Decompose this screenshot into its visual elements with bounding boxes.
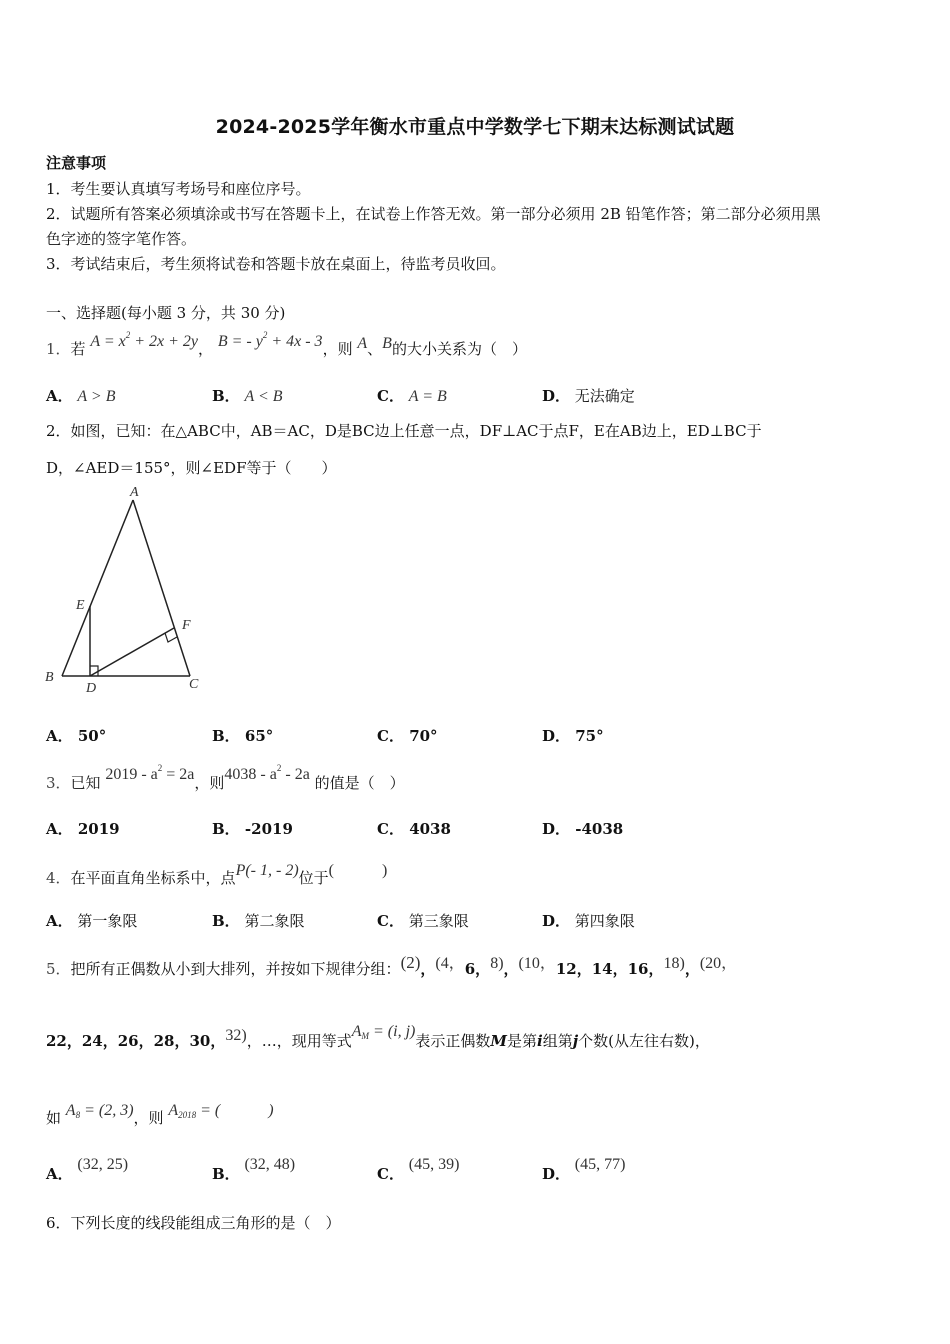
q4-number: 4． bbox=[46, 869, 71, 887]
q3-text: 已知 bbox=[70, 774, 101, 792]
q1-option-b[interactable]: B． A < B bbox=[212, 387, 283, 405]
q4-text-2: 位于 bbox=[298, 869, 329, 887]
q3-option-c[interactable]: C． 4038 bbox=[377, 820, 451, 838]
q1-option-c[interactable]: C． A = B bbox=[377, 387, 447, 405]
q2-option-c[interactable]: C． 70° bbox=[377, 727, 438, 745]
right-angle-f bbox=[165, 633, 177, 642]
q5-option-a[interactable]: A． (32, 25) bbox=[46, 1156, 129, 1183]
label-b: B bbox=[45, 670, 54, 685]
q2-line-2: D，∠AED＝155°，则∠EDF等于（ ） bbox=[46, 459, 337, 477]
q4-option-d[interactable]: D． 第四象限 bbox=[542, 912, 635, 930]
notice-item-3: 3．考试结束后，考生须将试卷和答题卡放在桌面上，待监考员收回。 bbox=[46, 255, 506, 273]
q4-option-b[interactable]: B． 第二象限 bbox=[212, 912, 305, 930]
q4-option-c[interactable]: C． 第三象限 bbox=[377, 912, 469, 930]
section-heading: 一、选择题(每小题 3 分，共 30 分) bbox=[46, 304, 286, 322]
label-a: A bbox=[130, 485, 139, 500]
q4-text: 在平面直角坐标系中，点 bbox=[70, 869, 236, 887]
q1-text-4: 的大小关系为（ ） bbox=[391, 340, 527, 358]
q1-text-3: 、 bbox=[367, 340, 383, 358]
q1-var-b: B bbox=[382, 335, 392, 352]
q5-line-3: 如 $A_8 = (2$, 3)，则 $A_{2018}$ = ( ) bbox=[46, 1102, 274, 1127]
q1-expr-b: B = - $y^2 + 4x - 3$ bbox=[217, 330, 323, 350]
label-d: D bbox=[86, 681, 97, 695]
q1-option-a[interactable]: A． A > B bbox=[46, 387, 116, 405]
q3-option-b[interactable]: B． -2019 bbox=[212, 820, 293, 838]
q5-line-2: 22，24，26，28，30，32)，…，现用等式$A_M = (i$, j)表示正偶数M是第i组第j个数(从左往右数)， bbox=[46, 1023, 710, 1050]
q1-sep: ， bbox=[198, 340, 214, 358]
question-6: 6．下列长度的线段能组成三角形的是（ ） bbox=[46, 1214, 341, 1232]
q5-option-b[interactable]: B． (32, 48) bbox=[212, 1156, 296, 1183]
label-f: F bbox=[182, 618, 191, 633]
q4-point: P(- 1, - 2) bbox=[235, 862, 299, 879]
q2-option-b[interactable]: B． 65° bbox=[212, 727, 274, 745]
side-ac bbox=[133, 500, 190, 676]
q2-option-a[interactable]: A． 50° bbox=[46, 727, 107, 745]
q3-option-d[interactable]: D． -4038 bbox=[542, 820, 624, 838]
q2-option-d[interactable]: D． 75° bbox=[542, 727, 604, 745]
q3-expr-2: $4038 - a^2 - 2a$ bbox=[224, 763, 310, 783]
question-4 bbox=[46, 862, 388, 888]
label-e: E bbox=[76, 598, 85, 613]
side-ab bbox=[62, 500, 133, 676]
q1-var-a: A bbox=[357, 335, 368, 352]
segment-df bbox=[90, 628, 174, 676]
q3-option-a[interactable]: A． 2019 bbox=[46, 820, 120, 838]
q5-option-d[interactable]: D． (45, 77) bbox=[542, 1156, 626, 1183]
q3-expr-1: $2019 - a^2 = 2a$ bbox=[105, 763, 195, 783]
question-3 bbox=[46, 763, 405, 793]
q1-number: 1． bbox=[46, 340, 71, 358]
q3-number: 3． bbox=[46, 774, 71, 792]
q5-option-c[interactable]: C． (45, 39) bbox=[377, 1156, 460, 1183]
q3-text-2: ，则 bbox=[194, 774, 225, 792]
notice-heading: 注意事项 bbox=[46, 154, 107, 172]
label-c: C bbox=[189, 677, 199, 692]
notice-item-1: 1．考生要认真填写考场号和座位序号。 bbox=[46, 180, 311, 198]
q1-option-d[interactable]: D． 无法确定 bbox=[542, 387, 635, 405]
q1-text-2: ，则 bbox=[322, 340, 353, 358]
q5-line-1: 5．把所有正偶数从小到大排列，并按如下规律分组：(2)，(4，6，8)，(10，12，14，16，18)，(20， bbox=[46, 953, 738, 978]
q1-expr-a: $A = x^2 + 2x + 2y$ bbox=[90, 330, 199, 350]
notice-item-2-line-1: 2．试题所有答案必须填涂或书写在答题卡上，在试卷上作答无效。第一部分必须用 2B 铅笔作答；第二部分必须用黑 bbox=[46, 205, 821, 223]
q1-text: 若 bbox=[70, 340, 86, 358]
q4-paren: ( ) bbox=[328, 862, 388, 879]
q3-text-3: 的值是（ ） bbox=[314, 774, 405, 792]
q2-line-1: 2．如图，已知：在△ABC中，AB＝AC，D是BC边上任意一点，DF⊥AC于点F，E在AB边上，ED⊥BC于 bbox=[46, 422, 762, 440]
question-1 bbox=[46, 330, 527, 359]
page-title: 2024-2025学年衡水市重点中学数学七下期末达标测试试题 bbox=[215, 116, 735, 138]
q4-option-a[interactable]: A． 第一象限 bbox=[46, 912, 138, 930]
notice-item-2-line-2: 色字迹的签字笔作答。 bbox=[46, 230, 197, 248]
triangle-figure bbox=[40, 480, 210, 695]
